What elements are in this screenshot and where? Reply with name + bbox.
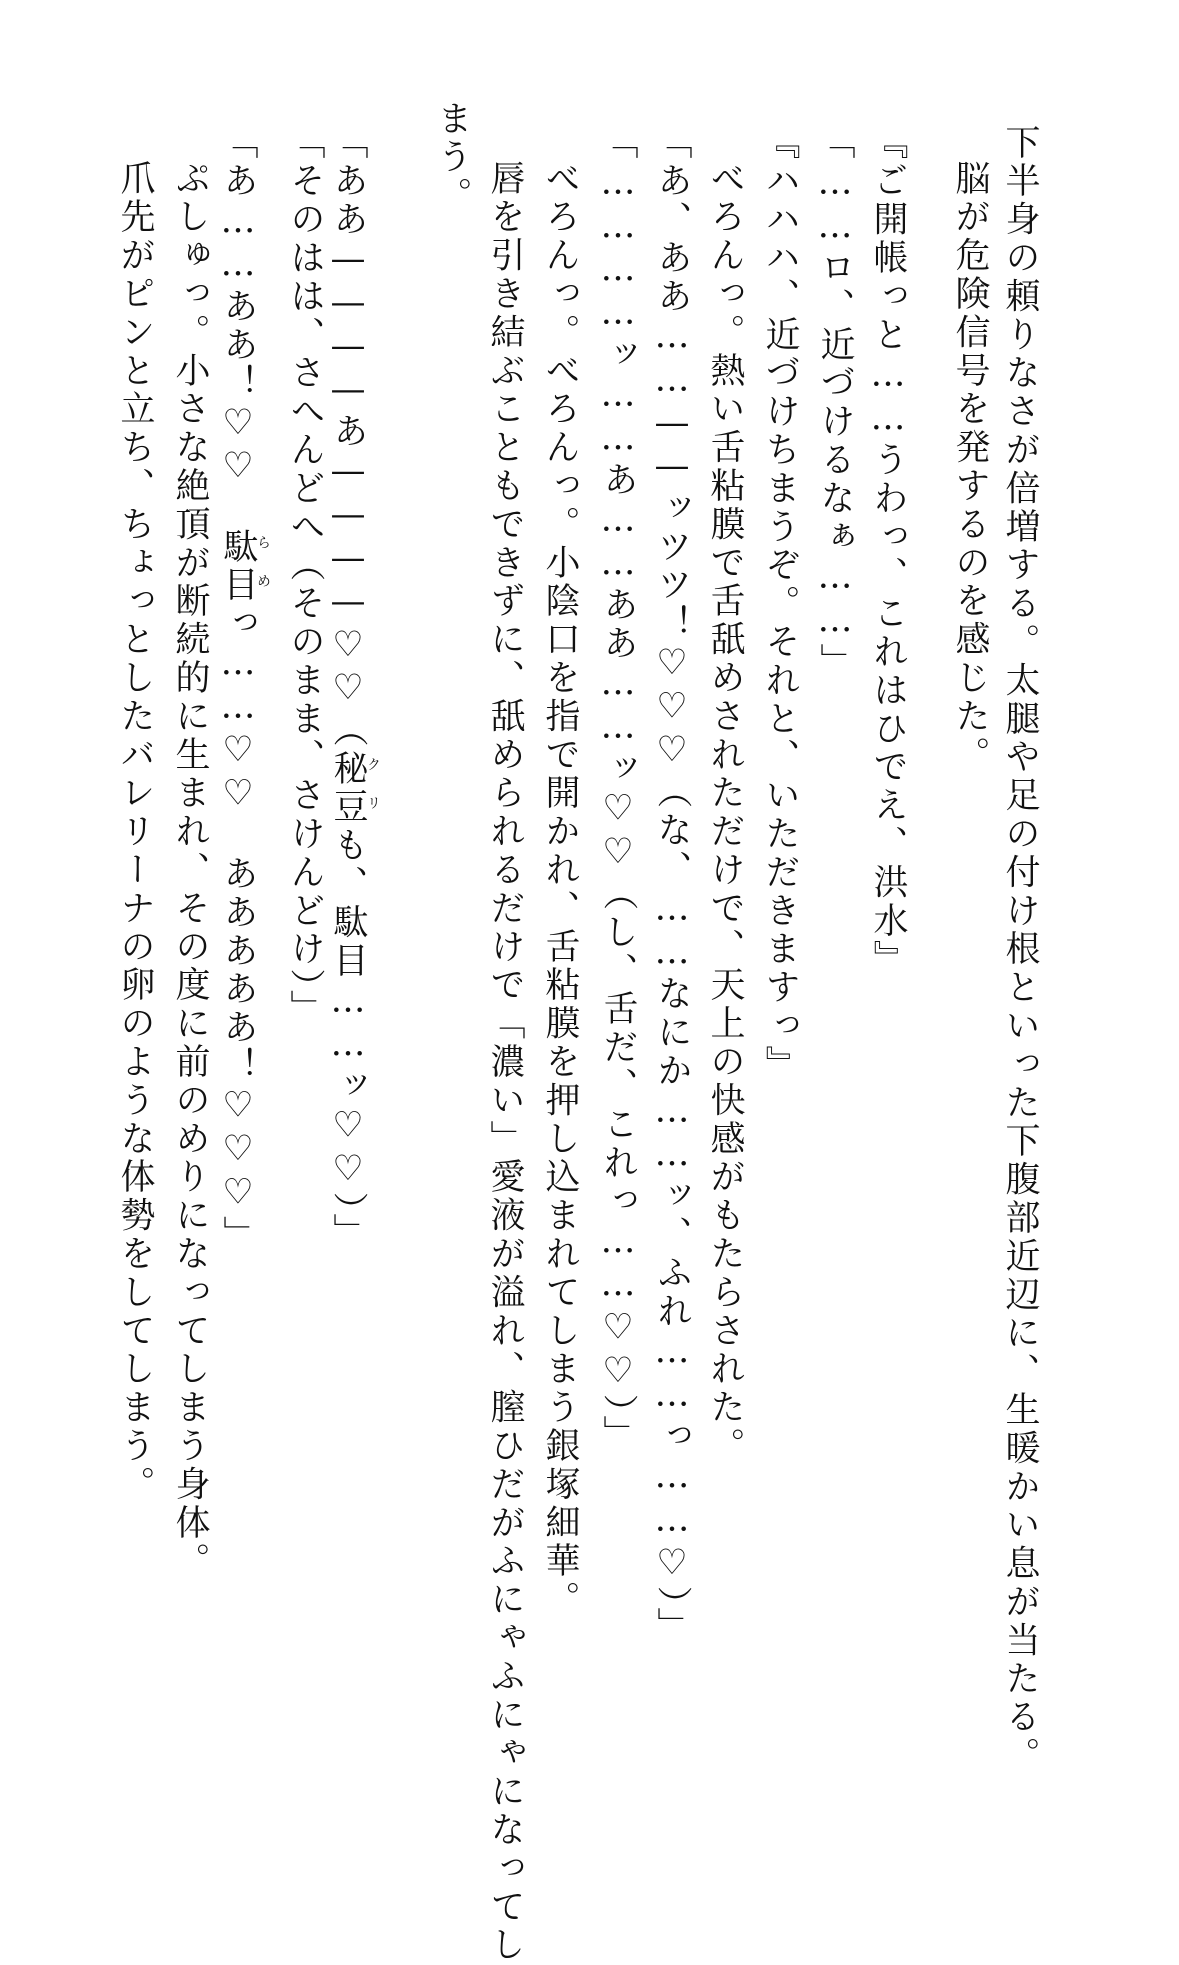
dialogue-11-before: 「ああ————あ————♡♡（ bbox=[328, 124, 368, 750]
dialogue-line-8: 「…………ッ……あ……ああ……ッ♡♡（し、舌だ、これっ……♡♡）」 bbox=[598, 124, 638, 1454]
dialogue-line-5: 『ハハハ、近づけちまうぞ。それと、いただきますっ』 bbox=[760, 124, 800, 1084]
paragraph-1: 下半身の頼りなさが倍増する。太腿や足の付け根といった下腹部近辺に、生暖かい息が当たる。 bbox=[1000, 124, 1040, 1776]
ruby-reading: クリ bbox=[365, 750, 381, 827]
dialogue-line-13 bbox=[218, 124, 271, 1255]
dialogue-13-before: 「あ……ああ！♡♡ bbox=[218, 124, 258, 528]
ruby-base: 秘豆 bbox=[328, 750, 368, 827]
dialogue-line-3: 『ご開帳っと……うわっ、これはひでえ、洪水』 bbox=[868, 124, 908, 979]
paragraph-2: 脳が危険信号を発するのを感じた。 bbox=[950, 160, 990, 775]
paragraph-14: ぷしゅっ。小さな絶頂が断続的に生まれ、その度に前のめりになってしまう身体。 bbox=[170, 160, 210, 1581]
dialogue-line-11 bbox=[328, 124, 381, 1252]
ruby-word-kuri bbox=[328, 750, 381, 827]
ruby-reading: らめ bbox=[255, 528, 271, 605]
dialogue-line-12: 「そのはは、さへんどへ（そのまま、さけんどけ）」 bbox=[285, 124, 325, 1029]
dialogue-11-after: も、駄目……ッ♡♡）」 bbox=[328, 826, 368, 1252]
dialogue-13-after: っ……♡♡ あああああ！♡♡♡」 bbox=[218, 604, 258, 1255]
ruby-base: 駄目 bbox=[218, 528, 258, 605]
paragraph-10-line-1: 唇を引き結ぶこともできずに、舐められるだけで「濃い」愛液が溢れ、膣ひだがふにゃふにゃになってし bbox=[485, 160, 525, 1965]
paragraph-10-line-2: まう。 bbox=[432, 100, 472, 216]
paragraph-15: 爪先がピンと立ち、ちょっとしたバレリーナの卵のような体勢をしてしまう。 bbox=[115, 160, 155, 1504]
dialogue-line-4: 「……ロ、近づけるなぁ……」 bbox=[815, 124, 855, 682]
paragraph-9: べろんっ。べろんっ。小陰口を指で開かれ、舌粘膜を押し込まれてしまう銀塚細華。 bbox=[540, 160, 580, 1620]
dialogue-line-7: 「あ、ああ……——ッツツ！♡♡♡（な、……なにか……ッ、ふれ……っ……♡）」 bbox=[652, 124, 692, 1646]
ruby-word-rame bbox=[218, 528, 271, 605]
paragraph-6: べろんっ。熱い舌粘膜で舌舐めされただけで、天上の快感がもたらされた。 bbox=[705, 160, 745, 1466]
